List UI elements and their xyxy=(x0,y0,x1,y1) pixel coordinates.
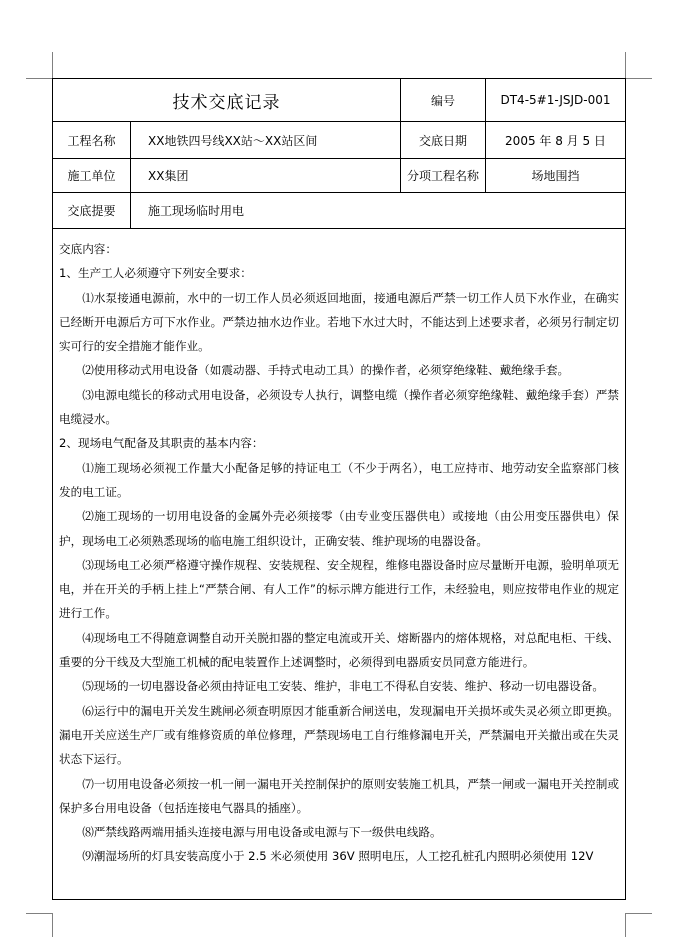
summary-label: 交底提要 xyxy=(67,204,116,218)
section2-title: 2、现场电气配备及其职责的基本内容： xyxy=(59,436,264,451)
crop-mark-top-left-v xyxy=(52,52,53,78)
section1-item-3: ⑶电源电缆长的移动式用电设备，必须设专人执行，调整电缆（操作者必须穿绝缘鞋、戴绝缘手套）严禁电缆浸水。 xyxy=(59,387,619,427)
document-title: 技术交底记录 xyxy=(172,92,281,113)
crop-mark-bottom-left-v xyxy=(52,913,53,937)
summary-value: 施工现场临时用电 xyxy=(130,193,625,228)
crop-mark-top-left-h xyxy=(26,78,52,79)
section2-item-5: ⑸现场的一切电器设备必须由持证电工安装、维护，非电工不得私自安装、维护、移动一切电器设备。 xyxy=(82,679,604,694)
section2-item-4: ⑷现场电工不得随意调整自动开关脱扣器的整定电流或开关、熔断器内的熔体规格，对总配电柜、干线、重要的分干线及大型施工机械的配电装置作上述调整时，必须得到电器质安员同意方能进行。 xyxy=(59,630,619,670)
contractor-row xyxy=(53,159,625,193)
contractor-label: 施工单位 xyxy=(67,169,116,183)
disclosure-content xyxy=(59,237,619,869)
section1-item-1: ⑴水泵接通电源前，水中的一切工作人员必须返回地面，接通电源后严禁一切工作人员下水作业，在确实已经断开电源后方可下水作业。严禁边抽水边作业。若地下水过大时，不能达到上述要求者，必须另行制定切实可行的安全措施才能作业。 xyxy=(59,290,619,354)
subproject-label: 分项工程名称 xyxy=(400,159,485,192)
project-name-value: XX地铁四号线XX站～XX站区间 xyxy=(130,122,400,158)
content-heading: 交底内容： xyxy=(59,242,117,256)
crop-mark-top-right-v xyxy=(625,52,626,78)
project-name-row xyxy=(53,122,625,159)
subproject-value: 场地围挡 xyxy=(485,159,625,192)
section1-title: 1、生产工人必须遵守下列安全要求： xyxy=(59,266,252,281)
section2-item-6: ⑹运行中的漏电开关发生跳闸必须查明原因才能重新合闸送电，发现漏电开关损坏或失灵必须立即更换。漏电开关应送生产厂或有维修资质的单位修理，严禁现场电工自行维修漏电开关，严禁漏电开关撤出或在失灵状态下运行。 xyxy=(59,703,619,767)
section2-item-9: ⑼潮湿场所的灯具安装高度小于 2.5 米必须使用 36V 照明电压，人工挖孔桩孔内照明必须使用 12V xyxy=(82,849,594,864)
number-label: 编号 xyxy=(400,79,485,121)
summary-row xyxy=(53,193,625,229)
section2-item-1: ⑴施工现场必须视工作量大小配备足够的持证电工（不少于两名），电工应持市、地劳动安全监察部门核发的电工证。 xyxy=(59,460,619,499)
section2-item-2: ⑵施工现场的一切用电设备的金属外壳必须接零（由专业变压器供电）或接地（由公用变压器供电）保护，现场电工必须熟悉现场的临电施工组织设计，正确安装、维护现场的电器设备。 xyxy=(59,509,619,548)
section2-item-3: ⑶现场电工必须严格遵守操作规程、安装规程、安全规程，维修电器设备时应尽量断开电源，验明单项无电，并在开关的手柄上挂上“严禁合闸、有人工作”的标示牌方能进行工作，未经验电，则应按带电作业的规定进行工作。 xyxy=(59,557,619,621)
disclosure-record-table xyxy=(52,78,626,900)
crop-mark-bottom-right-v xyxy=(625,913,626,937)
crop-mark-bottom-right-h xyxy=(626,913,652,914)
number-value: DT4-5#1-JSJD-001 xyxy=(485,79,625,121)
contractor-value: XX集团 xyxy=(130,159,400,192)
crop-mark-bottom-left-h xyxy=(26,913,52,914)
title-row xyxy=(53,79,625,122)
crop-mark-top-right-h xyxy=(626,78,652,79)
date-label: 交底日期 xyxy=(400,122,485,158)
section2-item-7: ⑺一切用电设备必须按一机一闸一漏电开关控制保护的原则安装施工机具，严禁一闸或一漏电开关控制或保护多台用电设备（包括连接电气器具的插座）。 xyxy=(59,776,619,815)
date-value: 2005 年 8 月 5 日 xyxy=(485,122,625,158)
section1-item-2: ⑵使用移动式用电设备（如震动器、手持式电动工具）的操作者，必须穿绝缘鞋、戴绝缘手套。 xyxy=(82,363,570,378)
section2-item-8: ⑻严禁线路两端用插头连接电源与用电设备或电源与下一级供电线路。 xyxy=(82,825,442,840)
project-name-label: 工程名称 xyxy=(67,133,116,148)
